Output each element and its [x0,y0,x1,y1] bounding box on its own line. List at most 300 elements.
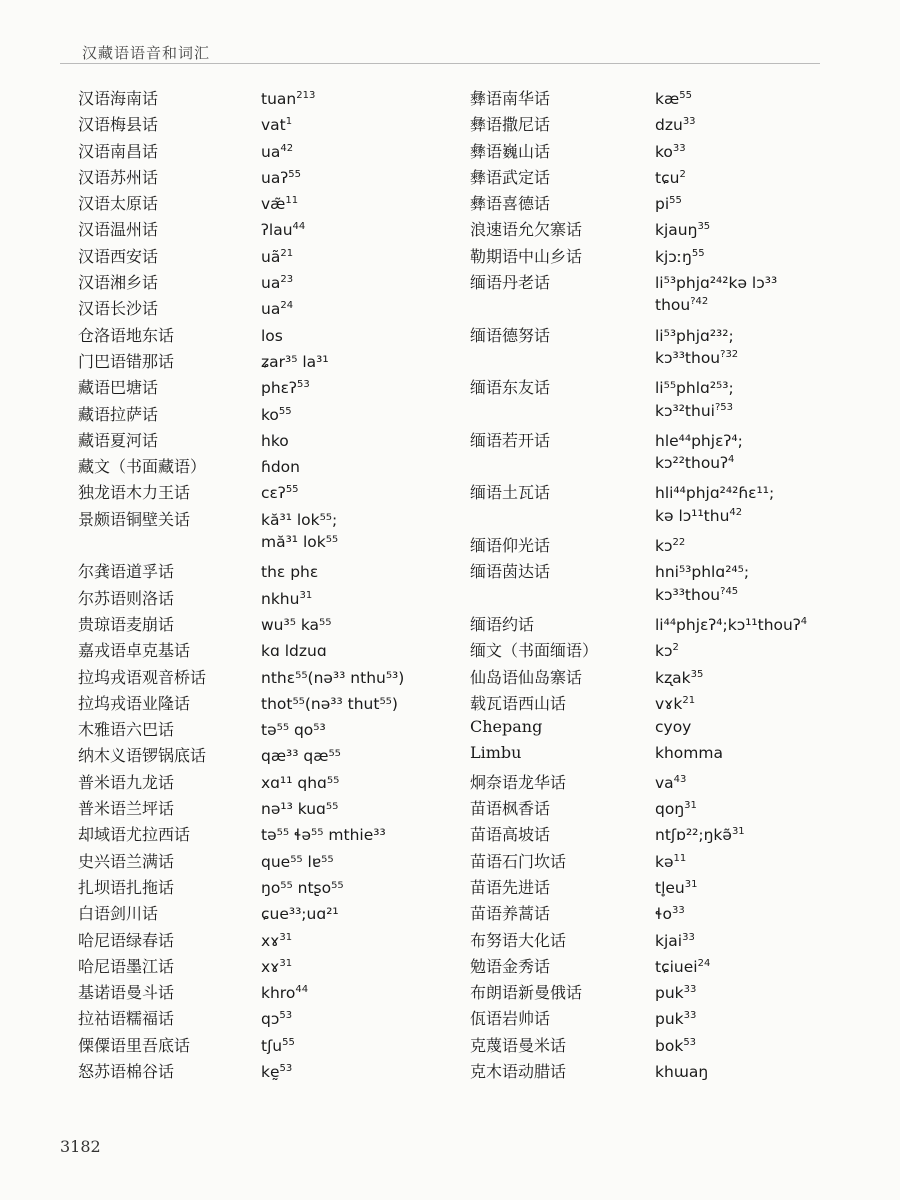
language-name: Limbu [470,743,522,763]
page-number: 3182 [60,1137,101,1156]
language-name: 木雅语六巴话 [78,720,175,740]
word-form [261,169,301,187]
form-text: uaʔ [261,168,289,187]
entry-row [78,244,404,270]
language-name: 汉语长沙话 [78,299,159,319]
form-text: que⁵⁵ lɐ⁵⁵ [261,852,334,871]
language-name: 史兴语兰满话 [78,851,175,871]
word-form [655,958,710,976]
form-text: dzu [655,116,683,135]
word-form [261,932,292,950]
word-form [655,169,686,187]
form-text: nthɛ⁵⁵(nə³³ nthu⁵³) [261,668,405,687]
entry-row [470,480,807,506]
form-text: ua [261,142,281,161]
entry-row [470,191,807,217]
word-form [655,642,679,660]
entry-row [470,1033,807,1059]
language-name: 景颇语铜壁关话 [78,509,191,529]
language-name: 拉坞戎语观音桥话 [78,667,207,687]
form-text: kḛ [261,1062,280,1081]
language-name: 勉语金秀话 [470,956,551,976]
language-name: 独龙语木力王话 [78,483,191,503]
word-form [655,195,682,213]
form-text: kə lɔ¹¹thu [655,506,730,525]
tone-number: 44 [295,983,309,995]
language-name: 尔龚语道孚话 [78,562,175,582]
tone-number: 31 [299,589,313,601]
entry-row [470,743,807,769]
entry-row [78,533,404,559]
word-form [655,586,738,604]
language-name: 彝语撒尼话 [470,115,551,135]
word-form [261,458,300,476]
word-form [261,90,315,108]
form-text: tuan [261,90,297,108]
word-form [261,642,327,660]
entry-row [78,638,404,664]
form-text: ntʃɒ²²;ŋkə̃ [655,826,732,845]
word-form [655,349,738,367]
language-name: 嘉戎语卓克基话 [78,641,191,661]
word-form [261,327,283,345]
form-text: xɑ¹¹ qhɑ⁵⁵ [261,773,340,792]
form-text: vat [261,116,286,135]
language-name: 扎坝语扎拖话 [78,877,175,897]
form-text: thot⁵⁵(nə³³ thut⁵⁵) [261,694,398,713]
tone-number: 31 [684,799,697,811]
entry-row [78,1033,404,1059]
entry-row [470,1059,807,1085]
word-form [655,274,777,292]
tone-number: 33 [672,905,685,917]
entry-row [470,875,807,901]
entry-row [470,86,807,112]
language-name: 拉坞戎语业隆话 [78,693,191,713]
language-name: 普米语九龙话 [78,772,175,792]
language-name: 尔苏语则洛话 [78,588,175,608]
word-form [261,695,398,713]
entry-row [78,796,404,822]
language-name: 藏语巴塘话 [78,378,159,398]
language-name: 汉语南昌话 [78,141,159,161]
tone-number: ?45 [720,585,739,597]
form-text: uã [261,247,281,266]
word-form [261,274,293,292]
form-text: kɔ [655,537,673,556]
language-name: 汉语西安话 [78,246,159,266]
word-form [261,984,308,1002]
entry-row [470,139,807,165]
word-form [261,826,386,844]
entry-row [78,480,404,506]
word-form [261,721,326,739]
form-text: kă³¹ lok⁵⁵; [261,510,338,529]
form-text: kjɔːŋ [655,247,692,266]
language-name: 缅语丹老话 [470,273,551,293]
form-text: vɤk [655,694,683,713]
tone-number: 11 [673,852,687,864]
entry-row [470,901,807,927]
language-name: 苗语养蒿话 [470,904,551,924]
form-text: ua [261,274,281,293]
entry-row [78,507,404,533]
entry-row [470,612,807,638]
tone-number: 53 [279,1062,293,1074]
word-form [261,143,293,161]
word-form [655,432,743,450]
word-form [261,747,341,765]
tone-number: 55 [288,168,301,180]
language-name: 彝语武定话 [470,167,551,187]
entry-row [470,270,807,296]
entry-row [470,507,807,533]
language-name: 汉语湘乡话 [78,273,159,293]
language-name: 哈尼语绿春话 [78,930,175,950]
language-name: 汉语苏州话 [78,167,159,187]
entry-row [78,402,404,428]
word-form [655,800,697,818]
tone-number: 35 [690,668,704,680]
tone-number: 24 [280,300,294,312]
word-form [655,143,686,161]
word-form [655,905,685,923]
form-text: xɤ [261,957,280,976]
language-name: 克蔑语曼米话 [470,1035,567,1055]
entry-row [470,217,807,243]
entry-row [470,323,807,349]
word-form [261,511,337,529]
entry-row [470,349,807,375]
word-form [655,327,734,345]
form-text: li⁴⁴phjɛʔ⁴;kɔ¹¹thouʔ [655,615,801,634]
tone-number: 55 [691,247,705,259]
entry-row [78,586,404,612]
word-form [655,90,692,108]
entry-row [78,665,404,691]
right-column [470,86,807,1085]
language-name: 仙岛语仙岛寨话 [470,667,583,687]
entry-row [78,296,404,322]
form-text: los [261,326,283,345]
language-name: 佤语岩帅话 [470,1009,551,1029]
language-name: 藏语拉萨话 [78,404,159,424]
entry-row [78,323,404,349]
form-text: kɔ³³thou [655,585,721,604]
tone-number: 2 [672,642,679,654]
word-form [261,484,299,502]
language-name: 缅语土瓦话 [470,483,551,503]
language-name: 布朗语新曼俄话 [470,983,583,1003]
word-form [261,248,293,266]
word-form [655,507,742,525]
word-form [655,221,710,239]
tone-number: 2 [679,168,686,180]
entry-row [470,717,807,743]
form-text: ɦdon [261,458,300,477]
form-text: ʑar³⁵ la³¹ [261,352,329,371]
language-name: 缅语东友话 [470,378,551,398]
language-name: 缅语约话 [470,614,535,634]
language-name: 藏语夏河话 [78,430,159,450]
form-text: ko [261,405,279,424]
language-name: 苗语枫香话 [470,799,551,819]
form-text: hko [261,431,289,450]
word-form [655,1010,696,1028]
tone-number: 53 [683,1036,697,1048]
entry-row [470,586,807,612]
form-text: thou [655,296,691,315]
word-form [261,432,289,450]
form-text: tl̥eu [655,878,685,897]
form-text: wu³⁵ ka⁵⁵ [261,615,332,634]
form-text: kæ [655,90,680,108]
entry-row [78,717,404,743]
tone-number: 53 [279,1010,293,1022]
language-name: 汉语海南话 [78,89,159,108]
word-form [261,879,344,897]
form-text: ɕue³³;uɑ²¹ [261,905,339,924]
form-text: væ̃ [261,195,286,214]
tone-number: ?42 [690,296,709,308]
form-text: kə [655,852,674,871]
word-form [655,695,695,713]
form-text: ʔlau [261,221,293,240]
tone-number: 42 [729,506,743,518]
form-text: nkhu [261,589,300,608]
word-form [261,669,404,687]
tone-number: 55 [679,89,692,101]
tone-number: 33 [683,983,697,995]
word-form [655,744,723,762]
word-form [261,1010,292,1028]
language-name: 缅语若开话 [470,430,551,450]
form-text: kɔ³³thou [655,348,721,367]
tone-number: 55 [282,1036,295,1048]
form-text: khro [261,984,296,1003]
word-form [655,879,697,897]
entry-row [78,1006,404,1032]
language-name: Chepang [470,717,543,737]
word-form [261,853,334,871]
tone-number: 1 [285,116,293,128]
tone-number: 43 [673,773,687,785]
entry-row [78,901,404,927]
entry-row [470,244,807,270]
entry-row [470,296,807,322]
tone-number: 21 [682,694,696,706]
entry-row [470,638,807,664]
tone-number: 35 [697,221,711,233]
entry-row [470,980,807,1006]
word-form [655,616,807,634]
word-form [655,718,691,736]
form-text: qoŋ [655,800,685,819]
language-name: 缅语茵达话 [470,562,551,582]
language-name: 贵琼语麦崩话 [78,614,175,634]
form-text: phɛʔ [261,379,297,398]
language-name: 彝语南华话 [470,89,551,108]
word-form [261,616,331,634]
word-form [655,296,708,314]
language-name: 汉语梅县话 [78,115,159,135]
word-form [261,116,292,134]
word-form [261,958,292,976]
language-name: 傈僳语里吾底话 [78,1035,191,1055]
entry-row [470,559,807,585]
left-column [78,86,404,1085]
entry-row [470,849,807,875]
tone-number: 55 [669,195,682,207]
word-form [655,853,686,871]
word-form [655,1063,708,1081]
tone-number: 21 [280,247,294,259]
tone-number: 31 [279,957,293,969]
form-text: ŋo⁵⁵ ntʂo⁵⁵ [261,878,344,897]
form-text: kjai [655,931,683,950]
word-form [261,800,338,818]
entry-row [78,954,404,980]
word-form [655,826,745,844]
form-text: kɔ [655,642,673,661]
form-text: puk [655,1010,684,1029]
language-name: 苗语高坡话 [470,825,551,845]
tone-number: ?32 [720,348,739,360]
form-text: ɬo [655,905,673,924]
entry-row [78,165,404,191]
form-text: kɔ³²thui [655,401,715,420]
word-form [655,379,734,397]
word-form [261,300,293,318]
word-form [261,353,329,371]
language-name: 拉祜语糯福话 [78,1009,175,1029]
language-name: 白语剑川话 [78,904,159,924]
language-name: 苗语石门坎话 [470,851,567,871]
entry-row [470,1006,807,1032]
entry-row [470,402,807,428]
language-name: 克木语动腊话 [470,1061,567,1081]
tone-number: ?53 [714,401,733,413]
language-name: 炯奈语龙华话 [470,772,567,792]
form-text: nə¹³ kuɑ⁵⁵ [261,800,339,819]
language-name: 彝语巍山话 [470,141,551,161]
form-text: pi [655,195,670,214]
tone-number: 33 [682,116,696,128]
entry-row [470,428,807,454]
entry-row [78,217,404,243]
entry-row [470,165,807,191]
entry-row [78,980,404,1006]
entry-row [78,428,404,454]
form-text: qæ³³ qæ⁵⁵ [261,747,341,766]
form-text: va [655,773,674,792]
word-form [655,537,685,555]
word-form [655,563,749,581]
form-text: kjauŋ [655,221,698,240]
language-name: 却域语尤拉西话 [78,825,191,845]
form-text: li⁵³phjɑ²⁴²kə lɔ³³ [655,274,778,293]
word-form [261,221,305,239]
word-form [655,484,774,502]
language-name: 藏文（书面藏语） [78,457,207,477]
entry-row [78,743,404,769]
entry-row [470,665,807,691]
language-name: 基诺语曼斗话 [78,983,175,1003]
tone-number: 31 [684,878,698,890]
entry-row [470,928,807,954]
tone-number: 42 [280,142,294,154]
entry-row [78,559,404,585]
form-text: tʃu [261,1036,283,1055]
word-form [655,984,696,1002]
form-text: li⁵⁵phlɑ²⁵³; [655,379,734,398]
language-name: 缅语仰光话 [470,536,551,556]
form-text: hle⁴⁴phjɛʔ⁴; [655,431,743,450]
word-form [261,406,292,424]
header-divider [60,63,820,64]
tone-number: 33 [683,1010,697,1022]
word-form [655,774,686,792]
entry-row [78,86,404,112]
language-name: 勒期语中山乡话 [470,246,583,266]
word-form [261,379,310,397]
form-text: puk [655,984,684,1003]
form-text: khɯaŋ [655,1062,709,1081]
tone-number: 24 [697,957,711,969]
tone-number: 55 [285,484,299,496]
entry-row [78,612,404,638]
language-name: 布努语大化话 [470,930,567,950]
form-text: hli⁴⁴phjɑ²⁴²ɦɛ¹¹; [655,484,775,503]
entry-row [470,796,807,822]
entry-row [78,349,404,375]
entry-row [470,954,807,980]
word-form [655,248,705,266]
tone-number: 23 [280,273,294,285]
language-name: 怒苏语棉谷话 [78,1061,175,1081]
entry-row [78,191,404,217]
tone-number: 55 [278,405,292,417]
form-text: hni⁵³phlɑ²⁴⁵; [655,563,750,582]
entry-row [78,112,404,138]
form-text: xɤ [261,931,280,950]
word-form [261,1063,292,1081]
language-name: 苗语先进话 [470,877,551,897]
language-name: 缅语德努话 [470,325,551,345]
tone-number: 31 [731,826,745,838]
entry-row [78,928,404,954]
form-text: cyoy [655,718,692,737]
language-name: 彝语喜德话 [470,194,551,214]
form-text: li⁵³phjɑ²³²; [655,326,734,345]
entry-row [78,849,404,875]
entry-row [470,770,807,796]
word-form [261,1037,295,1055]
language-name: 纳木义语锣锅底话 [78,746,207,766]
word-form [655,669,703,687]
tone-number: 31 [279,931,293,943]
tone-number: 22 [672,536,686,548]
language-name: 浪速语允欠寨话 [470,220,583,240]
language-name: 仓洛语地东话 [78,325,175,345]
tone-number: 33 [672,142,686,154]
language-name: 普米语兰坪话 [78,799,175,819]
entry-row [78,270,404,296]
word-form [655,454,734,472]
form-text: mă³¹ lok⁵⁵ [261,533,339,552]
form-text: cɛʔ [261,484,286,503]
form-text: kɑ ldzuɑ [261,642,327,661]
